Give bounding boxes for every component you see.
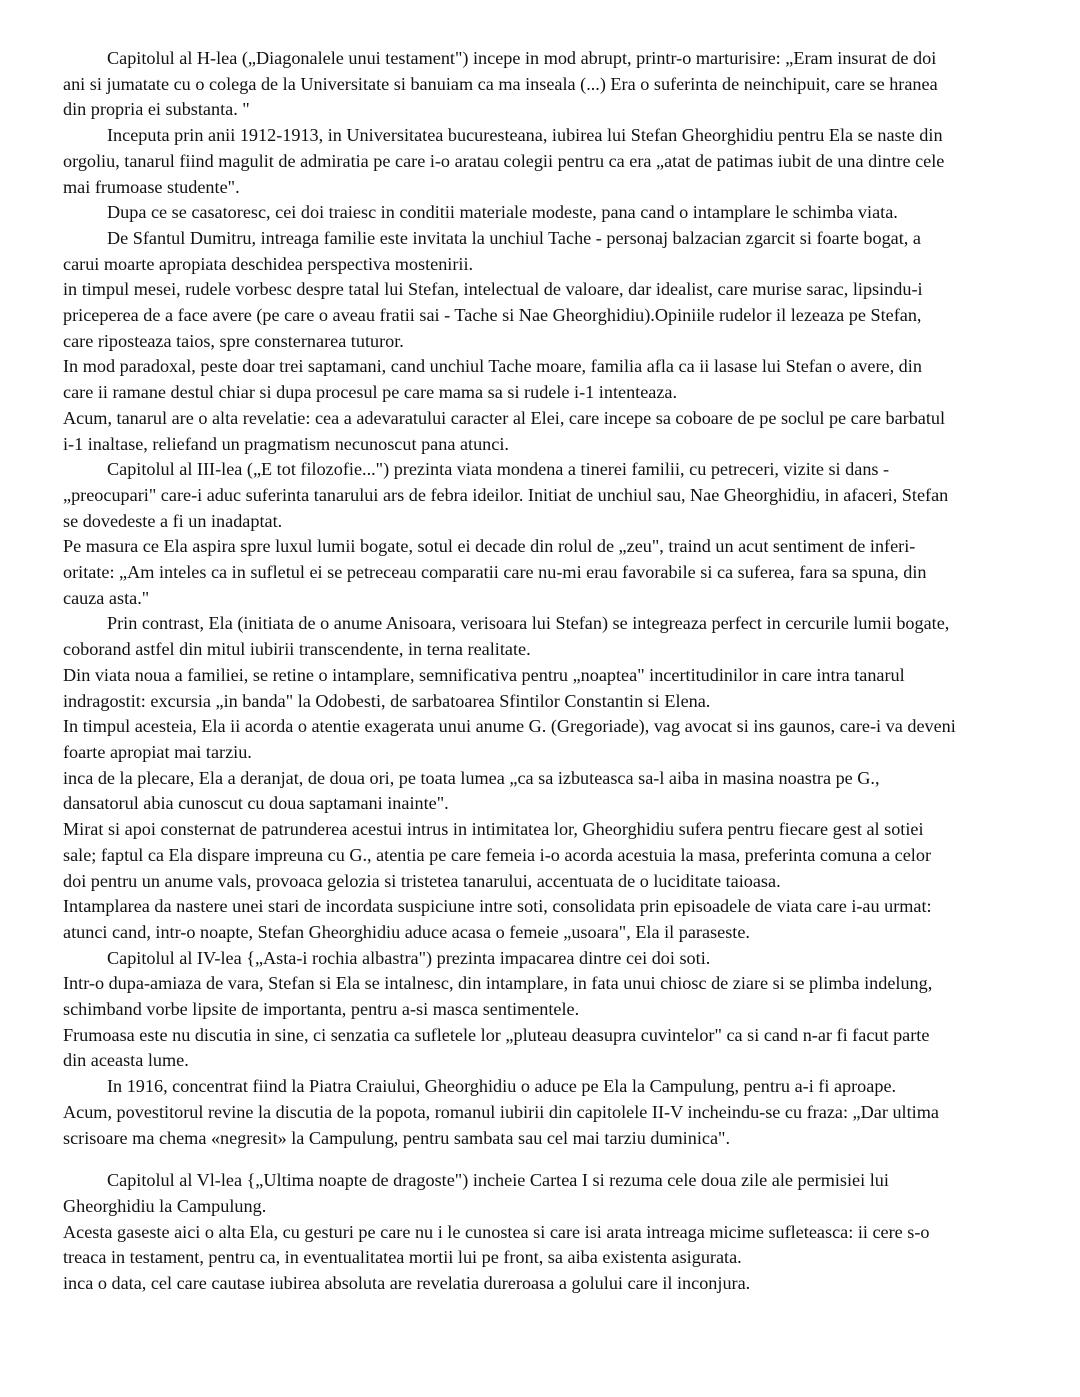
paragraph (63, 534, 1053, 611)
text-line: „preocupari" care-i aduc suferinta tanarului ars de febra ideilor. Initiat de unchiul sau, Nae Gheorghidiu, in afaceri, Stefan (63, 484, 949, 505)
text-line: mai frumoase studente". (63, 176, 240, 197)
paragraph (63, 277, 1053, 354)
paragraph (63, 817, 1053, 894)
text-line: dansatorul abia cunoscut cu doua saptamani inainte". (63, 793, 449, 814)
paragraph (63, 611, 1053, 662)
paragraph (63, 946, 1053, 972)
text-line: In timpul acesteia, Ela ii acorda o atentie exagerata unui anume G. (Gregoriade), vag avocat si ins gaunos, care-i va deveni (63, 716, 956, 737)
text-line: sale; faptul ca Ela dispare impreuna cu G., atentia pe care femeia i-o acorda acestuia la masa, preferinta comuna a celor (63, 844, 932, 865)
paragraph (63, 714, 1053, 765)
text-line: foarte apropiat mai tarziu. (63, 741, 252, 762)
text-line: in timpul mesei, rudele vorbesc despre tatal lui Stefan, intelectual de valoare, dar idealist, care murise sarac, lipsindu-i (63, 279, 923, 300)
paragraph (63, 457, 1053, 534)
text-line: Pe masura ce Ela aspira spre luxul lumii bogate, sotul ei decade din rolul de „zeu", traind un acut sentiment de inferi- (63, 536, 916, 557)
text-line: Frumoasa este nu discutia in sine, ci senzatia ca sufletele lor „pluteau deasupra cuvintelor" ca si cand n-ar fi facut parte (63, 1024, 930, 1045)
text-line: coborand astfel din mitul iubirii transcendente, in terna realitate. (63, 639, 531, 660)
paragraph (63, 1074, 1053, 1100)
text-line: Prin contrast, Ela (initiata de o anume Anisoara, verisoara lui Stefan) se integreaza perfect in cercurile lumii bogate, (107, 613, 950, 634)
paragraph (63, 663, 1053, 714)
document-page (63, 46, 1053, 1297)
text-line: inca de la plecare, Ela a deranjat, de doua ori, pe toata lumea „ca sa izbuteasca sa-l aiba in masina noastra pe G., (63, 767, 880, 788)
text-line: scrisoare ma chema «negresit» la Campulung, pentru sambata sau cel mai tarziu duminica". (63, 1127, 730, 1148)
text-line: din propria ei substanta. " (63, 99, 250, 120)
text-line: orgoliu, tanarul fiind magulit de admiratia pe care i-o aratau colegii pentru ca era „atat de patimas iubit de una dintre cele (63, 150, 945, 171)
text-line: In mod paradoxal, peste doar trei saptamani, cand unchiul Tache moare, familia afla ca ii lasase lui Stefan o avere, din (63, 356, 922, 377)
text-line: Acesta gaseste aici o alta Ela, cu gesturi pe care nu i le cunostea si care isi arata intreaga micime sufleteasca: ii cere s-o (63, 1221, 930, 1242)
text-line: care ii ramane destul chiar si dupa procesul pe care mama sa si rudele i-1 intenteaza. (63, 382, 678, 403)
text-line: se dovedeste a fi un inadaptat. (63, 510, 283, 531)
paragraph (63, 1220, 1053, 1271)
text-line: Dupa ce se casatoresc, cei doi traiesc in conditii materiale modeste, pana cand o intamplare le schimba viata. (107, 202, 898, 223)
text-line: De Sfantul Dumitru, intreaga familie este invitata la unchiul Tache - personaj balzacian zgarcit si foarte bogat, a (107, 227, 921, 248)
paragraph (63, 354, 1053, 405)
text-line: inca o data, cel care cautase iubirea absoluta are revelatia dureroasa a golului care il inconjura. (63, 1273, 751, 1294)
paragraph (63, 226, 1053, 277)
text-line: cauza asta." (63, 587, 150, 608)
paragraph (63, 766, 1053, 817)
text-line: carui moarte apropiata deschidea perspectiva mostenirii. (63, 253, 474, 274)
paragraph (63, 123, 1053, 200)
text-line: i-1 inaltase, reliefand un pragmatism necunoscut pana atunci. (63, 433, 509, 454)
text-line: Din viata noua a familiei, se retine o intamplare, semnificativa pentru „noaptea" incertitudinilor in care intra tanarul (63, 664, 905, 685)
text-line: care riposteaza taios, spre consternarea tuturor. (63, 330, 404, 351)
text-line: Mirat si apoi consternat de patrunderea acestui intrus in intimitatea lor, Gheorghidiu sufera pentru fiecare gest al sotiei (63, 819, 924, 840)
text-line: In 1916, concentrat fiind la Piatra Craiului, Gheorghidiu o aduce pe Ela la Campulung, pentru a-i fi aproape. (107, 1076, 897, 1097)
text-line: indragostit: excursia „in banda" la Odobesti, de sarbatoarea Sfintilor Constantin si Elena. (63, 690, 711, 711)
text-line: schimband vorbe lipsite de importanta, pentru a-si masca sentimentele. (63, 999, 580, 1020)
text-line: ani si jumatate cu o colega de la Universitate si banuiam ca ma inseala (...) Era o suferinta de neinchipuit, care se hranea (63, 73, 938, 94)
text-line: Intamplarea da nastere unei stari de incordata suspiciune intre soti, consolidata prin episoadele de viata care i-au urmat: (63, 896, 932, 917)
text-line: Intr-o dupa-amiaza de vara, Stefan si Ela se intalnesc, din intamplare, in fata unui chiosc de ziare si se plimba indelung, (63, 973, 933, 994)
paragraph (63, 406, 1053, 457)
paragraph (63, 894, 1053, 945)
text-line: Capitolul al IV-lea {„Asta-i rochia albastra") prezinta impacarea dintre cei doi soti. (107, 947, 711, 968)
text-line: Capitolul al III-lea („E tot filozofie...") prezinta viata mondena a tinerei familii, cu petreceri, vizite si dans - (107, 459, 890, 480)
text-line: Acum, povestitorul revine la discutia de la popota, romanul iubirii din capitolele II-V incheindu-se cu fraza: „Dar ultima (63, 1101, 939, 1122)
paragraph (63, 46, 1053, 123)
text-line: Gheorghidiu la Campulung. (63, 1195, 267, 1216)
paragraph (63, 1023, 1053, 1074)
text-line: priceperea de a face avere (pe care o aveau fratii sai - Tache si Nae Gheorghidiu).Opiniile rudelor il lezeaza pe Stefan, (63, 305, 922, 326)
text-line: oritate: „Am inteles ca in sufletul ei se petreceau comparatii care nu-mi erau favorabile si ca suferea, fara sa spuna, din (63, 562, 927, 583)
paragraph (63, 971, 1053, 1022)
text-line: Acum, tanarul are o alta revelatie: cea a adevaratului caracter al Elei, care incepe sa coboare de pe soclul pe care barbatul (63, 407, 946, 428)
text-line: Inceputa prin anii 1912-1913, in Universitatea bucuresteana, iubirea lui Stefan Gheorghidiu pentru Ela se naste din (107, 125, 943, 146)
paragraph (63, 1271, 1053, 1297)
paragraph (63, 1100, 1053, 1151)
paragraph (63, 200, 1053, 226)
paragraph (63, 1168, 1053, 1219)
text-line: Capitolul al Vl-lea {„Ultima noapte de dragoste") incheie Cartea I si rezuma cele doua zile ale permisiei lui (107, 1170, 889, 1191)
text-line: doi pentru un anume vals, provoaca gelozia si tristetea tanarului, accentuata de o luciditate taioasa. (63, 870, 781, 891)
text-line: treaca in testament, pentru ca, in eventualitatea mortii lui pe front, sa aiba existenta asigurata. (63, 1247, 742, 1268)
text-line: Capitolul al H-lea („Diagonalele unui testament") incepe in mod abrupt, printr-o marturisire: „Eram insurat de doi (107, 48, 937, 68)
text-line: din aceasta lume. (63, 1050, 189, 1071)
text-line: atunci cand, intr-o noapte, Stefan Gheorghidiu aduce acasa o femeie „usoara", Ela il paraseste. (63, 921, 750, 942)
